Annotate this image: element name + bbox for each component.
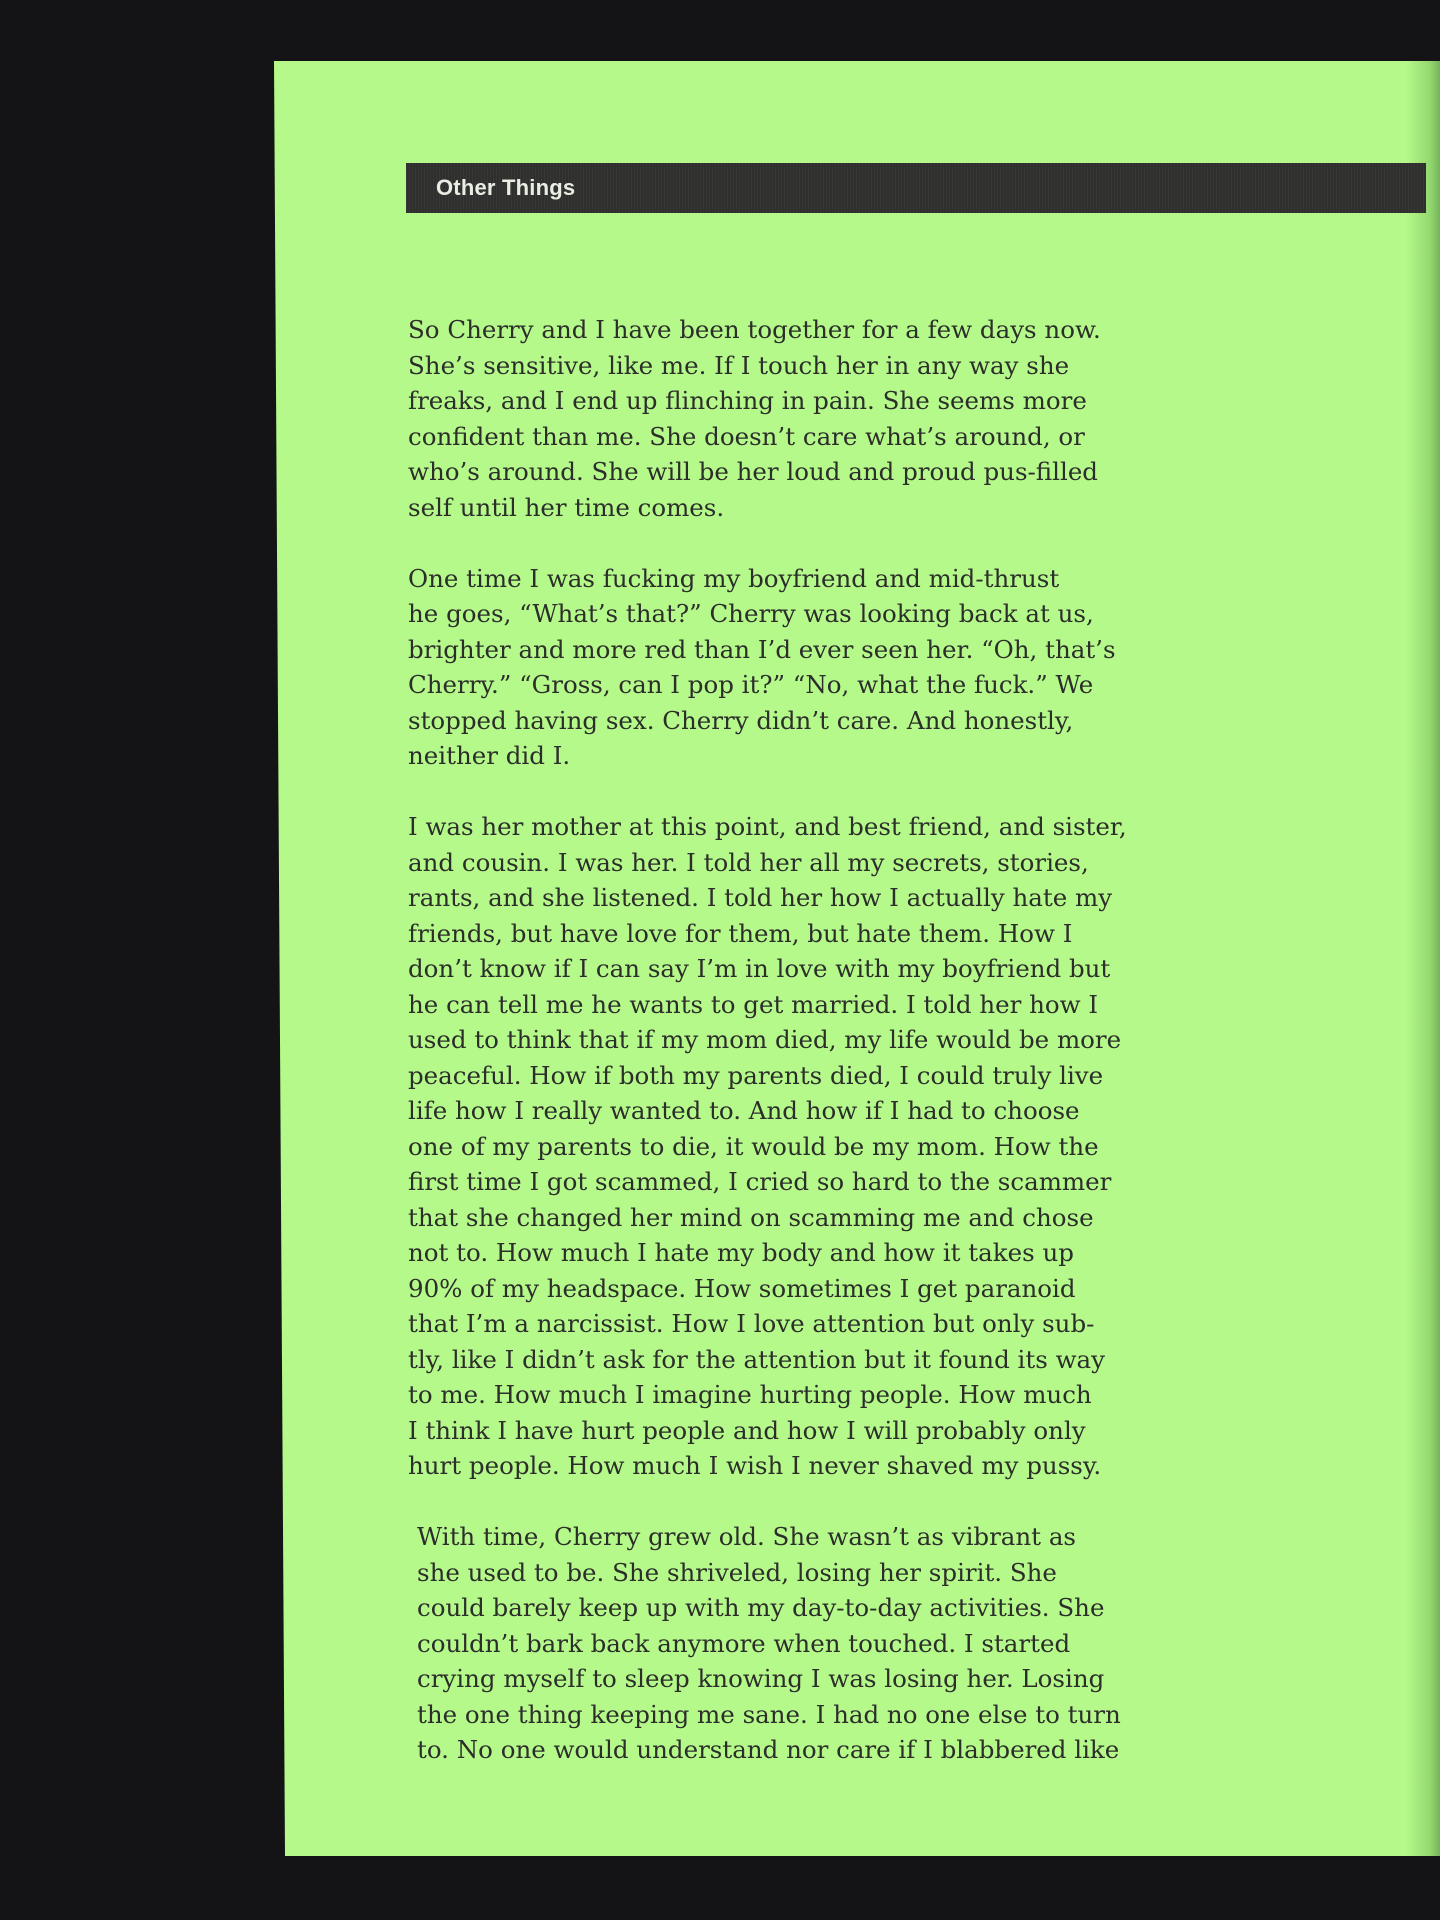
article-body [408, 312, 1188, 1768]
text-line: he goes, “What’s that?” Cherry was looking back at us, [408, 599, 1094, 628]
text-line: she used to be. She shriveled, losing her spirit. She [417, 1557, 1057, 1587]
paragraph-spacer [408, 525, 1188, 561]
text-line: friends, but have love for them, but hate them. How I [408, 918, 1073, 948]
text-line: first time I got scammed, I cried so hard to the scammer [408, 1167, 1112, 1196]
text-line: confident than me. She doesn’t care what’s around, or [408, 421, 1085, 451]
text-line: So Cherry and I have been together for a few days now. [408, 315, 1101, 344]
text-line: the one thing keeping me sane. I had no one else to turn [417, 1699, 1121, 1729]
text-line: I was her mother at this point, and best friend, and sister, [408, 812, 1127, 841]
text-line: to. No one would understand nor care if I blabbered like [417, 1735, 1120, 1764]
text-line: to me. How much I imagine hurting people. How much [408, 1380, 1092, 1409]
text-line: he can tell me he wants to get married. I told her how I [408, 989, 1099, 1019]
text-line: 90% of my headspace. How sometimes I get paranoid [408, 1273, 1076, 1303]
text-line: freaks, and I end up flinching in pain. She seems more [408, 386, 1087, 415]
text-line: not to. How much I hate my body and how it takes up [408, 1238, 1074, 1267]
text-line: One time I was fucking my boyfriend and mid-thrust [408, 563, 1060, 593]
text-line: could barely keep up with my day-to-day activities. She [417, 1593, 1105, 1622]
paragraph-spacer [408, 774, 1188, 810]
text-line: Cherry.” “Gross, can I pop it?” “No, what the fuck.” We [408, 670, 1094, 699]
page-fold-shadow [1406, 61, 1440, 1856]
text-line: crying myself to sleep knowing I was losing her. Losing [417, 1664, 1105, 1693]
text-line: one of my parents to die, it would be my mom. How the [408, 1131, 1099, 1161]
text-line: brighter and more red than I’d ever seen her. “Oh, that’s [408, 634, 1116, 664]
text-line: and cousin. I was her. I told her all my secrets, stories, [408, 847, 1089, 877]
text-line: peaceful. How if both my parents died, I could truly live [408, 1060, 1104, 1090]
text-line: don’t know if I can say I’m in love with my boyfriend but [408, 954, 1111, 983]
text-line: With time, Cherry grew old. She wasn’t as vibrant as [417, 1522, 1076, 1551]
text-line: hurt people. How much I wish I never shaved my pussy. [408, 1451, 1102, 1480]
paragraph-4 [417, 1519, 1188, 1768]
text-line: stopped having sex. Cherry didn’t care. And honestly, [408, 705, 1074, 735]
section-title: Other Things [436, 175, 576, 200]
paragraph-2 [408, 561, 1188, 774]
text-line: self until her time comes. [408, 492, 725, 522]
paragraph-3 [408, 809, 1188, 1484]
paragraph-1 [408, 312, 1188, 525]
section-header-bar [406, 163, 1426, 213]
text-line: She’s sensitive, like me. If I touch her in any way she [408, 350, 1070, 380]
text-line: tly, like I didn’t ask for the attention but it found its way [408, 1344, 1106, 1374]
text-line: who’s around. She will be her loud and proud pus-filled [408, 457, 1098, 486]
paragraph-spacer [408, 1484, 1188, 1520]
text-line: that I’m a narcissist. How I love attention but only sub- [408, 1309, 1095, 1338]
text-line: couldn’t bark back anymore when touched. I started [417, 1628, 1071, 1658]
text-line: life how I really wanted to. And how if I had to choose [408, 1096, 1080, 1125]
text-line: used to think that if my mom died, my life would be more [408, 1025, 1122, 1054]
text-line: neither did I. [408, 741, 571, 770]
text-line: I think I have hurt people and how I will probably only [408, 1415, 1086, 1445]
text-line: that she changed her mind on scamming me and chose [408, 1202, 1094, 1232]
text-line: rants, and she listened. I told her how I actually hate my [408, 883, 1113, 912]
